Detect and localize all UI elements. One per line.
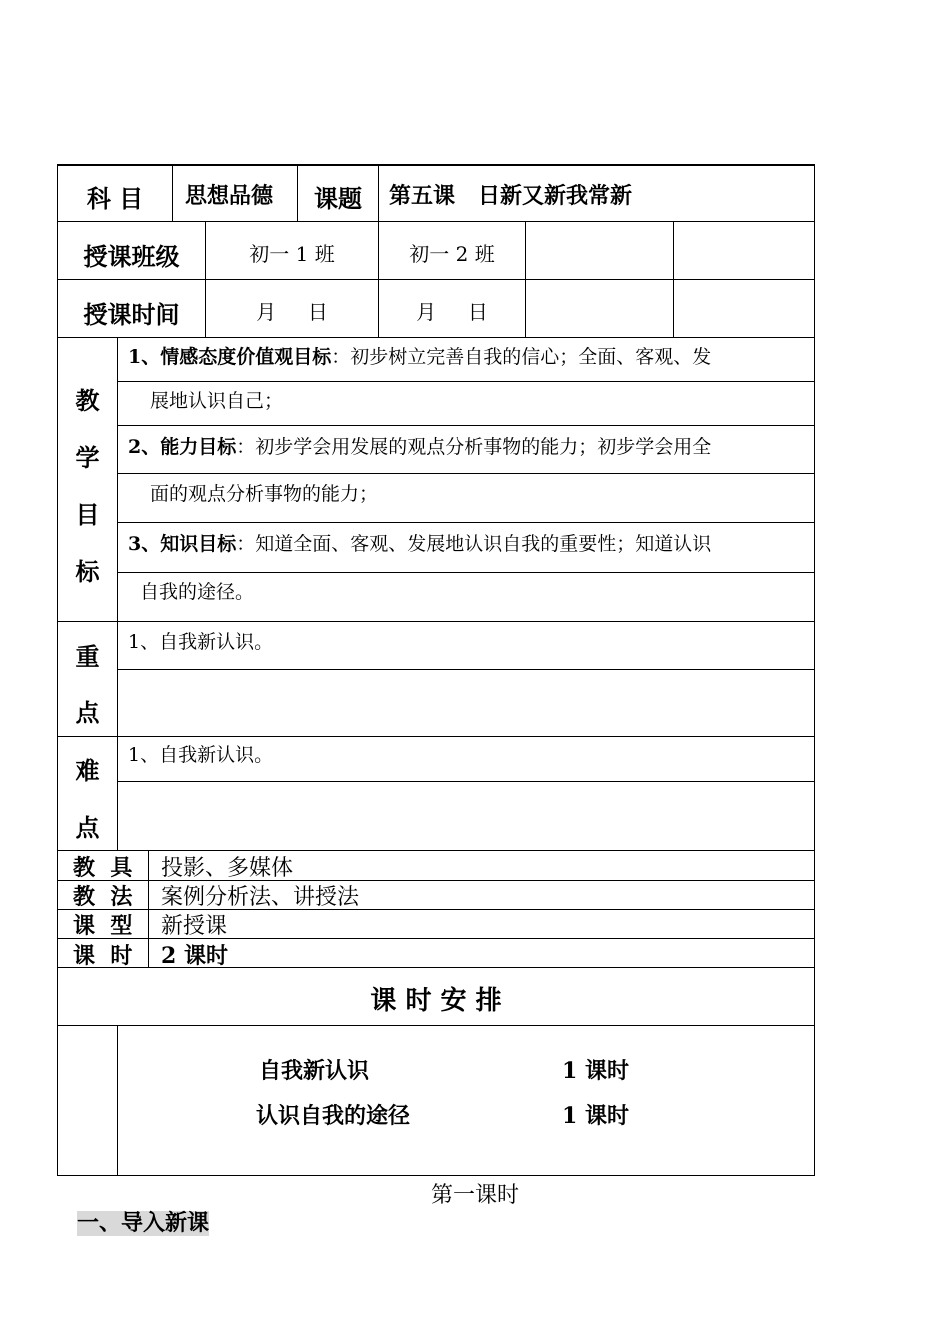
objective-3-continuation: 自我的途径。 bbox=[140, 581, 255, 603]
schedule-row-hours: 1 课时 bbox=[562, 1103, 629, 1129]
subject-value: 思想品德 bbox=[185, 184, 274, 209]
table-border-bottom bbox=[57, 1175, 815, 1176]
methods-value: 案例分析法、讲授法 bbox=[161, 885, 360, 910]
type-label: 课 型 bbox=[73, 913, 133, 939]
row-divider bbox=[117, 781, 815, 782]
row-divider bbox=[57, 736, 815, 737]
objective-item-1 bbox=[128, 342, 711, 369]
row-divider bbox=[117, 669, 815, 670]
section-heading-text: 一、导入新课 bbox=[77, 1211, 210, 1236]
row-divider bbox=[117, 522, 815, 523]
tools-value: 投影、多媒体 bbox=[161, 856, 294, 881]
col-divider bbox=[673, 221, 674, 338]
objective-3-prefix: 3、知识目标 bbox=[128, 533, 237, 555]
table-border-top bbox=[57, 164, 815, 166]
hours-value: 2 课时 bbox=[161, 943, 228, 969]
key-point-item: 1、自我新认识。 bbox=[128, 631, 274, 653]
objective-1-continuation: 展地认识自己； bbox=[150, 390, 284, 412]
schedule-row-topic: 认识自我的途径 bbox=[256, 1103, 411, 1129]
row-divider bbox=[117, 572, 815, 573]
subject-label: 科 目 bbox=[86, 185, 144, 213]
lesson-title: 第一课时 bbox=[430, 1183, 519, 1208]
row-divider bbox=[117, 381, 815, 382]
table-border-right bbox=[814, 164, 815, 1176]
col-divider bbox=[172, 164, 173, 222]
objective-item-2 bbox=[128, 432, 711, 459]
objective-2-continuation: 面的观点分析事物的能力； bbox=[150, 483, 379, 505]
key-points-label-char: 重 bbox=[75, 643, 100, 671]
row-divider bbox=[57, 621, 815, 622]
date-2-value: 月 日 bbox=[416, 300, 488, 324]
row-divider bbox=[57, 279, 815, 280]
col-divider bbox=[117, 1025, 118, 1176]
section-heading bbox=[77, 1206, 209, 1237]
objective-3-text: ：知道全面、客观、发展地认识自我的重要性；知道认识 bbox=[236, 533, 712, 555]
objective-1-prefix: 1、情感态度价值观目标 bbox=[128, 346, 332, 368]
date-1-value: 月 日 bbox=[256, 300, 328, 324]
time-label: 授课时间 bbox=[83, 301, 180, 329]
objective-item-3 bbox=[128, 529, 711, 556]
tools-label: 教 具 bbox=[73, 855, 133, 881]
objectives-label-char: 标 bbox=[75, 558, 100, 586]
col-divider bbox=[148, 850, 149, 968]
row-divider bbox=[117, 473, 815, 474]
topic-label: 课题 bbox=[314, 185, 362, 213]
objective-2-text: ：初步学会用发展的观点分析事物的能力；初步学会用全 bbox=[236, 436, 712, 458]
key-points-label-char: 点 bbox=[75, 699, 100, 727]
class-2-value: 初一 2 班 bbox=[409, 242, 495, 266]
objectives-label-char: 学 bbox=[75, 444, 100, 472]
objective-1-text: ：初步树立完善自我的信心；全面、客观、发 bbox=[331, 346, 712, 368]
hours-label: 课 时 bbox=[73, 943, 133, 969]
col-divider bbox=[525, 221, 526, 338]
type-value: 新授课 bbox=[161, 914, 228, 939]
schedule-row-hours: 1 课时 bbox=[562, 1058, 629, 1084]
difficulties-label-char: 点 bbox=[75, 814, 100, 842]
objectives-label-char: 目 bbox=[75, 501, 100, 529]
methods-label: 教 法 bbox=[73, 884, 133, 910]
row-divider bbox=[57, 337, 815, 338]
topic-value: 第五课 日新又新我常新 bbox=[389, 184, 632, 209]
col-divider bbox=[117, 337, 118, 851]
row-divider bbox=[57, 1025, 815, 1026]
objective-2-prefix: 2、能力目标 bbox=[128, 436, 237, 458]
class-label: 授课班级 bbox=[83, 243, 180, 271]
row-divider bbox=[117, 425, 815, 426]
schedule-title: 课 时 安 排 bbox=[370, 986, 502, 1016]
schedule-row-topic: 自我新认识 bbox=[259, 1058, 370, 1084]
difficulty-item: 1、自我新认识。 bbox=[128, 744, 274, 766]
objectives-label-char: 教 bbox=[75, 387, 100, 415]
row-divider bbox=[57, 221, 815, 222]
class-1-value: 初一 1 班 bbox=[249, 242, 335, 266]
difficulties-label-char: 难 bbox=[75, 757, 100, 785]
